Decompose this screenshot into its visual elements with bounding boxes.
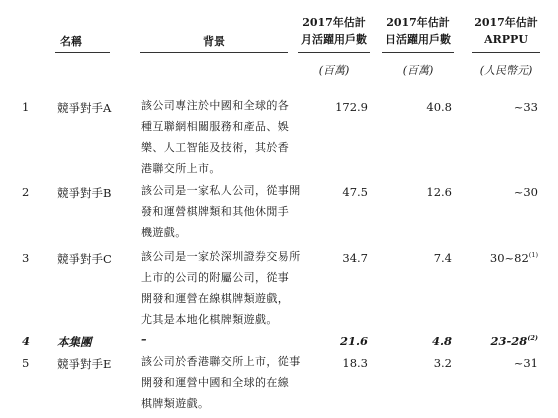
header-name: 名稱	[60, 35, 82, 48]
header-background: 背景	[203, 35, 225, 48]
row-arppu: ~31	[513, 356, 538, 370]
header-rule-arppu	[472, 52, 540, 53]
row-dau: 3.2	[433, 356, 452, 370]
header-dau-line1: 2017年估計	[386, 16, 450, 29]
header-mau-line1: 2017年估計	[302, 16, 366, 29]
unit-dau: (百萬)	[402, 64, 434, 77]
row-mau: 172.9	[335, 100, 368, 114]
row-dau: 12.6	[426, 185, 452, 199]
unit-arppu: (人民幣元)	[479, 64, 533, 77]
header-rule-mau	[298, 52, 370, 53]
row-background: 該公司是一家私人公司，從事開 發和運營棋牌類和其他休閒手 機遊戲。	[141, 184, 301, 239]
row-background: 該公司於香港聯交所上市，從事 開發和運營中國和全球的在線 棋牌類遊戲。	[141, 355, 301, 410]
row-arppu: ~30	[513, 185, 538, 199]
header-dau	[382, 14, 454, 48]
row-name: 競爭對手B	[57, 186, 112, 200]
header-rule-name	[55, 52, 110, 53]
row-name: 競爭對手A	[57, 101, 112, 115]
header-arppu-line2: ARPPU	[484, 33, 528, 46]
row-dau: 7.4	[433, 251, 452, 265]
row-background: 該公司專注於中國和全球的各 種互聯網相關服務和產品、娛 樂、人工智能及技術，其於香 港聯交所上市。	[141, 99, 290, 175]
unit-mau: (百萬)	[318, 64, 350, 77]
row-mau: 47.5	[342, 185, 368, 199]
header-rule-background	[140, 52, 288, 53]
row-background: –	[141, 333, 147, 346]
row-index: 5	[22, 356, 30, 370]
header-mau	[298, 14, 370, 48]
header-dau-line2: 日活躍用戶數	[385, 33, 451, 46]
row-arppu: ~33	[513, 100, 538, 114]
row-index: 4	[22, 334, 31, 348]
row-name: 競爭對手E	[57, 357, 112, 371]
row-mau: 18.3	[342, 356, 368, 370]
header-mau-line2: 月活躍用戶數	[301, 33, 367, 46]
row-index: 3	[22, 251, 30, 265]
row-mau: 34.7	[342, 251, 368, 265]
header-arppu-line1: 2017年估計	[474, 16, 538, 29]
row-background: 該公司是一家於深圳證券交易所 上市的公司的附屬公司，從事 開發和運營在線棋牌類遊戲， 尤其是本地化棋牌類遊戲。	[141, 250, 301, 326]
row-dau: 40.8	[426, 100, 452, 114]
row-index: 2	[22, 185, 30, 199]
header-rule-dau	[382, 52, 454, 53]
row-name: 本集團	[57, 335, 92, 349]
row-name: 競爭對手C	[57, 252, 112, 266]
row-dau: 4.8	[431, 334, 452, 348]
row-mau: 21.6	[339, 334, 368, 348]
row-arppu: 30~82$^{(1)}$	[489, 251, 538, 265]
row-arppu: 23-28$^{(2)}$	[490, 334, 538, 348]
row-index: 1	[22, 100, 30, 114]
header-arppu	[472, 14, 540, 48]
